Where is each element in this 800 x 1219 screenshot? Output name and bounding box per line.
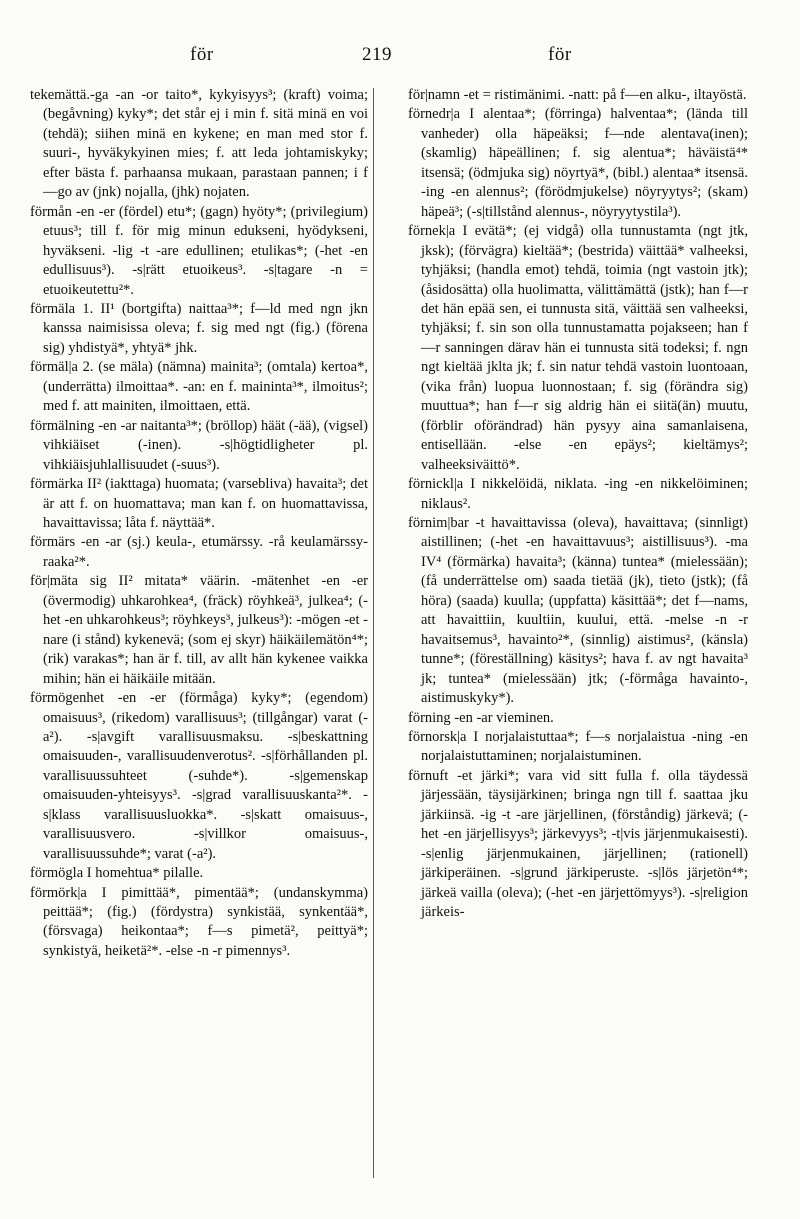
dictionary-entry: förnek|a I evätä*; (ej vidgå) olla tunnustamta (ngt jtk, jksk); (förvägra) kieltää*; (bestrida) väittää* valheeksi, tyhjäksi; (handla emot) tehdä, toimia (ngt vastoin jtk); (åsidosätta) olla huolimatta, välittämättä (jstk); han f—r det hän epää sen, ei tunnusta sitä, väittää sen valheeksi, tyhjäksi; f. sin son olla tunnustamatta pojakseen; han f—r sanningen därav hän ei tunnusta sitä todeksi; f. ngn ngt kieltää jklta jk; f. sin natur tehdä vastoin luontoaan, (vika från) luopua luonnostaan; f. sig (förändra sig) muuttua*; han f—r sig aldrig hän ei siitä(än) muutu, (förblir oförändrad) hän pysyy aina samanlaisena, entisellään. -else -en epäys²; kieltämys²; valheeksiväittö*. [408,223,748,473]
right-column [408,86,748,922]
dictionary-entry: förnim|bar -t havaittavissa (oleva), havaittava; (sinnligt) aistillinen; (-het -en havaittavuus³; aistillisuus³). -ma IV⁴ (förmärka) havaita³; (känna) tuntea* (mielessään); (få underrättelse om) saada tietää (jk), tieto (jstk); (få höra) (saada) kuulla; (uppfatta) käsittää*; det f—nams, att havaittiin, kuultiin, kuului, että. -melse -n -r havaitsemus³, havainto²*, (sinnlig) aistimus², (känsla) tunne*; (föreställning) käsitys²; hava f. av ngt havaita³ jk; tuntea* (mielessään) jtk; (-förmåga havainto-, aistimuskyky*). [408,514,748,707]
dictionary-entry: förmälning -en -ar naitanta³*; (bröllop) häät (-ää), (vigsel) vihkiäiset (-inen). -s|högtidligheter pl. vihkiäisjuhlallisuudet (-suus³). [30,417,368,473]
dictionary-entry: förnuft -et järki*; vara vid sitt fulla f. olla täydessä järjessään, täysijärkinen; bringa ngn till f. saattaa jku järkiinsä. -ig -t -are järjellinen, (förståndig) järkevä; (-het -en järjellisyys³; järkevyys³; -t|vis järjenmukaisesti). -s|enlig järjenmukainen, järjellinen; (rationell) järkiperäinen. -s|grund järkiperuste. -s|lös järjetön⁴*; järkeä vailla (oleva); (-het -en järjettömyys³). -s|religion järkeis- [408,767,748,921]
dictionary-entry: förning -en -ar vieminen. [408,709,554,726]
dictionary-entry: förmärs -en -ar (sj.) keula-, etumärssy. -rå keulamärssy-raaka²*. [30,534,368,570]
dictionary-entry: för|mäta sig II² mitata* väärin. -mätenhet -en -er (övermodig) uhkarohkea⁴, (fräck) röyhkeä³, julkea⁴; (-het -en uhkarohkeus³; röyhkeys³, julkeus³): -mögen -et -nare (i stånd) kykenevä; (som ej skyr) häikäilemätön⁴*; (rik) varakas*; han är f. till, av allt hän kykenee vaikka mihin; hän ei häikäile mitään. [30,573,368,687]
page-number: 219 [362,44,392,65]
page-header [0,44,800,74]
dictionary-entry: förmögla I homehtua* pilalle. [30,865,204,882]
dictionary-entry: förnickl|a I nikkelöidä, niklata. -ing -en nikkelöiminen; niklaus². [408,476,748,512]
dictionary-entry: tekemättä.-ga -an -or taito*, kykyisyys³; (kraft) voima; (begåvning) kyky*; det står ej i min f. sitä minä en voi (tehdä); siihen minä en kykene; en man med stor f. suuri-, hyväkykyinen mies; f. att leda johtamiskyky; efter bästa f. parhaansa mukaan, parastaan pannen; i f—go av (jnk) nojalla, (jhk) nojaten. [30,87,368,201]
dictionary-entry: förmäla 1. II¹ (bortgifta) naittaa³*; f—ld med ngn jkn kanssa naimisissa oleva; f. sig med ngt (fig.) (förena sig) yhdistyä*, yhtyä* jhk. [30,300,368,356]
dictionary-entry: förmörk|a I pimittää*, pimentää*; (undanskymma) peittää*; (fig.) (fördystra) synkistää, synkentää*, (försvaga) heikontaa*; f—s pimetä², peittyä*; synkistyä, heiketä²*. -else -n -r pimennys³. [30,884,368,959]
dictionary-entry: förmäl|a 2. (se mäla) (nämna) mainita³; (omtala) kertoa*, (underrätta) ilmoittaa*. -an: en f. maininta³*, ilmoitus²; med f. att mainiten, ilmoittaen, että. [30,359,368,415]
header-left-guide-word: för [190,44,214,65]
header-right-guide-word: för [548,44,572,65]
dictionary-entry: förmån -en -er (fördel) etu*; (gagn) hyöty*; (privilegium) etuus³; till f. för mig minun edukseni, hyödykseni, hyväkseni. -lig -t -are edullinen; etulikas*; (-het -en edullisuus³). -s|rätt etuoikeus³. -s|tagare -n = etuoikeutettu²*. [30,203,368,298]
dictionary-entry: förnorsk|a I norjalaistuttaa*; f—s norjalaistua -ning -en norjalaistuttaminen; norjalaistuminen. [408,728,748,765]
dictionary-entry: förmärka II² (iakttaga) huomata; (varsebliva) havaita³; det är att f. on huomattava; man kan f. on huomattavissa, havaittavissa; låta f. näyttää*. [30,476,368,531]
dictionary-entry: förnedr|a I alentaa*; (förringa) halventaa*; (lända till vanheder) olla häpeäksi; f—nde alentava(inen); (skamlig) häpeällinen; f. sig alentua*; häväistä⁴* itsensä; (ödmjuka sig) nöyrtyä*, (bibl.) alentaa* itsensä. -ing -en alennus²; (förödmjukelse) nöyryytys²; (skam) häpeä³; (-s|tillstånd alennus-, nöyryytystila³). [408,106,748,220]
dictionary-entry: förmögenhet -en -er (förmåga) kyky*; (egendom) omaisuus³, (rikedom) varallisuus³; (tillgångar) varat (-a²). -s|avgift varallisuusmaksu. -s|beskattning omaisuuden-, varallisuudenverotus². -s|förhållanden pl. varallisuussuhteet (-suhde*). -s|gemenskap omaisuuden-yhteisyys³. -s|grad varallisuuskanta²*. -s|klass varallisuusluokka*. -s|skatt omaisuus-, varallisuusvero. -s|villkor omaisuus-, varallisuussuhde*; varat (-a²). [30,690,368,862]
column-divider [373,88,374,1178]
dictionary-entry: för|namn -et = ristimänimi. -natt: på f—en alku-, iltayöstä. [408,87,747,103]
left-column [30,86,368,961]
